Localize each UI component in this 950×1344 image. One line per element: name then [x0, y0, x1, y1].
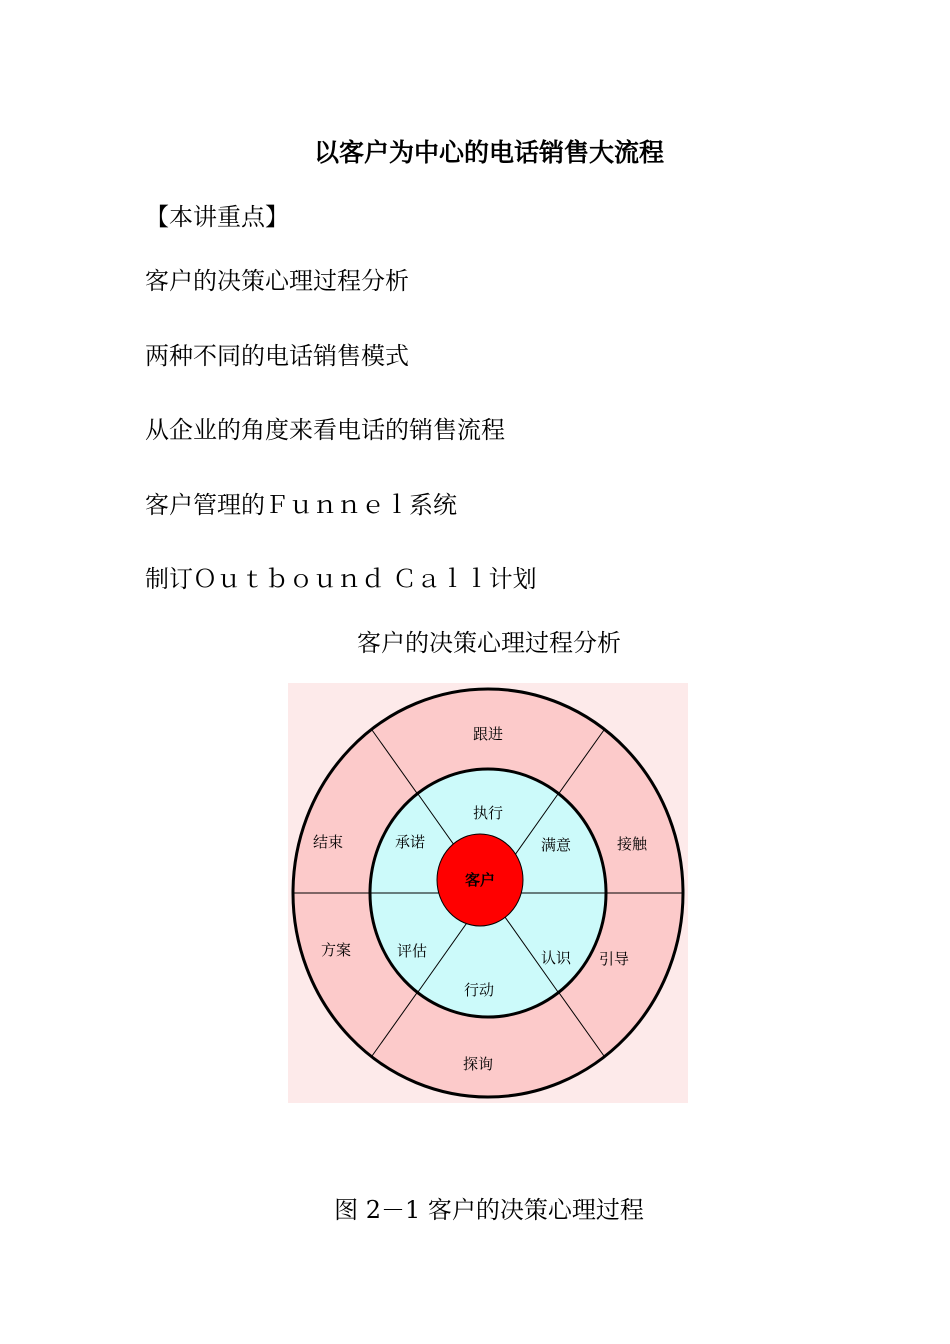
key-point-2: 两种不同的电话销售模式: [145, 342, 409, 370]
inner-label-commit: 承诺: [394, 833, 426, 851]
decision-process-svg: [288, 683, 688, 1103]
key-point-4: 客户管理的Ｆｕｎｎｅｌ系统: [145, 491, 457, 519]
inner-label-recognize: 认识: [540, 949, 572, 967]
diagram-heading: 客户的决策心理过程分析: [357, 629, 621, 657]
document-title: 以客户为中心的电话销售大流程: [313, 138, 664, 167]
outer-label-proposal: 方案: [320, 941, 352, 959]
decision-process-diagram: [288, 683, 688, 1103]
key-point-1: 客户的决策心理过程分析: [145, 267, 409, 295]
inner-label-satisfied: 满意: [540, 836, 572, 854]
inner-label-evaluate: 评估: [396, 942, 428, 960]
outer-label-probe: 探询: [462, 1055, 494, 1073]
key-point-5: 制订Ｏｕｔｂｏｕｎｄ Ｃａｌｌ计划: [145, 565, 537, 593]
outer-label-close: 结束: [312, 833, 344, 851]
center-label: 客户: [464, 871, 496, 889]
inner-label-execute: 执行: [472, 804, 504, 822]
figure-caption: 图 2－1 客户的决策心理过程: [334, 1196, 644, 1224]
outer-label-follow-up: 跟进: [472, 725, 504, 743]
outer-label-guide: 引导: [598, 950, 630, 968]
outer-label-contact: 接触: [616, 835, 648, 853]
inner-label-action: 行动: [463, 981, 495, 999]
key-point-3: 从企业的角度来看电话的销售流程: [145, 416, 505, 444]
section-heading: 【本讲重点】: [145, 203, 289, 231]
